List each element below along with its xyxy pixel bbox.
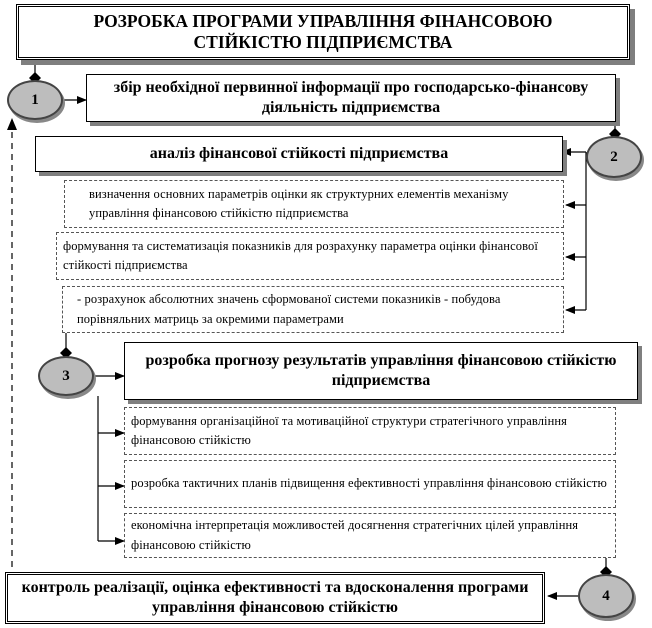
step-number-1: 1 <box>31 91 39 108</box>
step-box-collect-info <box>86 74 616 122</box>
step-number-2: 2 <box>610 148 618 165</box>
substep-text: формування та систематизація показників для розрахунку параметра оцінки фінансової стійкості підприємства <box>63 238 538 272</box>
substep-box-3-2 <box>124 460 616 508</box>
substep-text: визначення основних параметрів оцінки як структурних елементів механізму управління фінансовою стійкістю підприємства <box>89 186 509 220</box>
substep-box-3-3 <box>124 513 616 558</box>
step-text-1: збір необхідної первинної інформації про господарсько-фінансову діяльність підприємства <box>113 79 589 116</box>
step-text-4: контроль реалізації, оцінка ефективності та вдосконалення програми управління фінансовою стійкістю <box>21 579 529 616</box>
step-box-analysis <box>35 136 563 172</box>
substep-text: формування організаційної та мотиваційної структури стратегічного управління фінансовою стійкістю <box>131 413 568 447</box>
substep-text: - розрахунок абсолютних значень сформованої системи показників - побудова порівняльних матриць за окремими параметрами <box>77 292 501 326</box>
step-circle-1 <box>7 80 63 120</box>
step-text-3: розробка прогнозу результатів управління фінансовою стійкістю підприємства <box>145 352 617 389</box>
substep-box-2-1 <box>64 180 564 228</box>
diagram-title-text: РОЗРОБКА ПРОГРАМИ УПРАВЛІННЯ ФІНАНСОВОЮ СТІЙКІСТЮ ПІДПРИЄМСТВА <box>93 10 553 52</box>
step-box-control <box>5 572 545 624</box>
substep-box-2-3 <box>62 286 564 333</box>
substep-box-2-2 <box>56 232 564 280</box>
substep-text: економічна інтерпретація можливостей досягнення стратегічних цілей управління фінансовою стійкістю <box>131 518 579 552</box>
step-number-4: 4 <box>602 587 610 604</box>
step-circle-3 <box>38 356 94 396</box>
step-box-forecast <box>124 342 638 400</box>
step-circle-4 <box>578 574 634 618</box>
step-circle-2 <box>586 136 642 178</box>
step-text-2: аналіз фінансової стійкості підприємства <box>149 145 449 163</box>
diagram-title <box>16 4 630 60</box>
substep-box-3-1 <box>124 407 616 455</box>
substep-text: розробка тактичних планів підвищення ефективності управління фінансовою стійкістю <box>131 476 607 491</box>
step-number-3: 3 <box>62 367 70 384</box>
